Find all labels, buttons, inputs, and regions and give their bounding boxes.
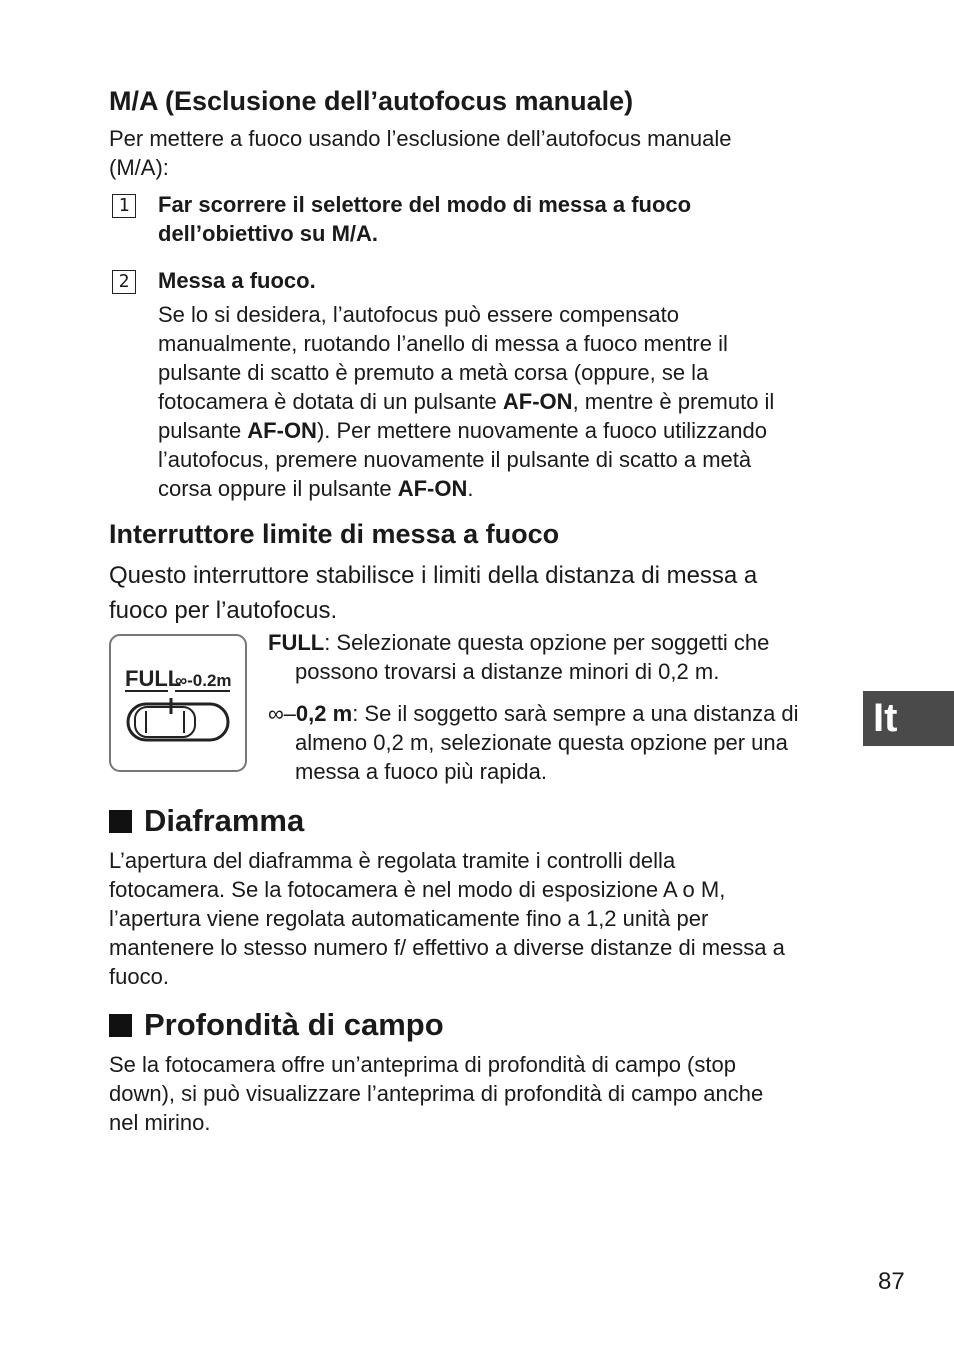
aperture-line5: fuoco. bbox=[109, 964, 169, 989]
limit-intro-line2: fuoco per l’autofocus. bbox=[109, 597, 338, 624]
option-full bbox=[268, 628, 843, 686]
text: fotocamera è dotata di un pulsante bbox=[158, 389, 503, 414]
switch-illustration bbox=[109, 634, 247, 772]
step-2-body bbox=[158, 300, 848, 503]
text: . bbox=[467, 476, 474, 501]
dof-line2: down), si può visualizzare l’anteprima di profondità di campo anche bbox=[109, 1081, 764, 1106]
option-infinity-line1: : Se il soggetto sarà sempre a una distanza di bbox=[352, 701, 799, 726]
step-2-line3: pulsante di scatto è premuto a metà corsa (oppure, se la bbox=[158, 360, 709, 385]
page-number: 87 bbox=[878, 1268, 905, 1295]
dof-body bbox=[109, 1050, 844, 1137]
ma-intro-line2: (M/A): bbox=[109, 155, 169, 180]
text: pulsante bbox=[158, 418, 248, 443]
aperture-line4: mantenere lo stesso numero f/ effettivo a diverse distanze di messa a bbox=[109, 935, 785, 960]
option-full-term: FULL bbox=[268, 630, 325, 655]
text: ). Per mettere nuovamente a fuoco utilizzando bbox=[316, 418, 767, 443]
step-2-line5 bbox=[158, 416, 848, 445]
aperture-heading bbox=[109, 801, 304, 841]
step-2-line4 bbox=[158, 387, 848, 416]
infinity-symbol: ∞– bbox=[268, 701, 296, 726]
switch-label-full: FULL bbox=[125, 666, 182, 691]
language-tab: It bbox=[863, 691, 954, 746]
af-on-label: AF-ON bbox=[247, 418, 317, 443]
step-2-line7 bbox=[158, 474, 848, 503]
aperture-line1: L’apertura del diaframma è regolata tramite i controlli della bbox=[109, 848, 676, 873]
option-full-line1: : Selezionate questa opzione per soggetti che bbox=[324, 630, 770, 655]
switch-label-range: ∞-0.2m bbox=[175, 671, 232, 690]
limit-intro-line1: Questo interruttore stabilisce i limiti della distanza di messa a bbox=[109, 562, 758, 589]
step-1-line1: Far scorrere il selettore del modo di messa a fuoco bbox=[158, 192, 692, 217]
text: , mentre è premuto il bbox=[572, 389, 775, 414]
aperture-line3: l’apertura viene regolata automaticamente fino a 1,2 unità per bbox=[109, 906, 709, 931]
dof-heading bbox=[109, 1005, 444, 1045]
aperture-line2: fotocamera. Se la fotocamera è nel modo di esposizione A o M, bbox=[109, 877, 726, 902]
limit-intro bbox=[109, 558, 844, 628]
af-on-label: AF-ON bbox=[397, 476, 468, 501]
section-square-icon bbox=[109, 1014, 132, 1037]
text: corsa oppure il pulsante bbox=[158, 476, 398, 501]
option-infinity-line3: messa a fuoco più rapida. bbox=[295, 759, 547, 784]
section-square-icon bbox=[109, 810, 132, 833]
option-full-line2: possono trovarsi a distanze minori di 0,2 m. bbox=[295, 659, 720, 684]
dof-heading-text: Profondità di campo bbox=[144, 1007, 444, 1042]
limit-heading: Interruttore limite di messa a fuoco bbox=[109, 519, 560, 549]
step-2-line6: l’autofocus, premere nuovamente il pulsante di scatto a metà bbox=[158, 447, 752, 472]
aperture-heading-text: Diaframma bbox=[144, 803, 305, 838]
step-1-number: 1 bbox=[112, 194, 136, 218]
option-infinity bbox=[268, 699, 843, 786]
step-2-line1: Se lo si desidera, l’autofocus può essere compensato bbox=[158, 302, 679, 327]
aperture-body bbox=[109, 846, 844, 991]
ma-intro-line1: Per mettere a fuoco usando l’esclusione dell’autofocus manuale bbox=[109, 126, 732, 151]
option-infinity-line2: almeno 0,2 m, selezionate questa opzione per una bbox=[295, 730, 788, 755]
dof-line1: Se la fotocamera offre un’anteprima di profondità di campo (stop bbox=[109, 1052, 736, 1077]
focus-limit-switch-icon bbox=[109, 634, 247, 772]
ma-heading: M/A (Esclusione dell’autofocus manuale) bbox=[109, 86, 634, 116]
option-infinity-term: 0,2 m bbox=[295, 701, 353, 726]
step-1-text bbox=[158, 190, 848, 248]
step-2-line2: manualmente, ruotando l’anello di messa a fuoco mentre il bbox=[158, 331, 728, 356]
step-2-number: 2 bbox=[112, 270, 136, 294]
ma-intro bbox=[109, 124, 844, 182]
step-2-title: Messa a fuoco. bbox=[158, 268, 316, 293]
step-1-line2: dell’obiettivo su M/A. bbox=[158, 221, 379, 246]
dof-line3: nel mirino. bbox=[109, 1110, 211, 1135]
af-on-label: AF-ON bbox=[502, 389, 573, 414]
